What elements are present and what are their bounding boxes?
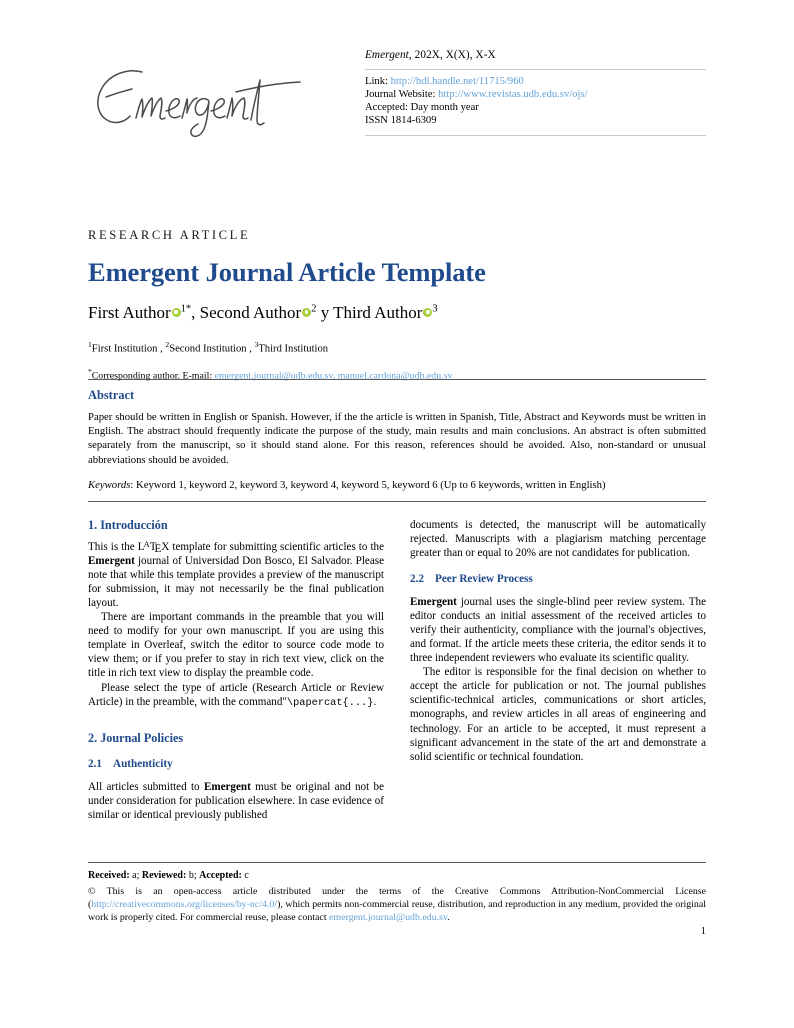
header-rule-bottom xyxy=(365,135,706,136)
received-value: a; xyxy=(129,870,142,881)
author-conjunction: y xyxy=(316,302,334,322)
license-statement xyxy=(88,886,706,924)
section-heading-1: 1. Introducción xyxy=(88,518,168,532)
author-name-2: Second Author xyxy=(199,302,302,322)
latex-e: E xyxy=(154,542,162,555)
abstract-heading: Abstract xyxy=(88,388,135,402)
affil-sup-1: 1 xyxy=(88,340,92,350)
license-text-c: . xyxy=(447,911,450,923)
corresp-label: Corresponding author. E-mail: xyxy=(91,370,213,382)
section-1-p3-period: . xyxy=(373,695,377,708)
license-text-b: ), which permits non-commercial reuse, distribution, and reproduction in any medium, provided the original work is properly cited. For commercial reuse, please contact xyxy=(88,898,706,923)
section-1-paragraph-2: There are important commands in the preamble that you will need to modify for your own manuscript. If you are using this template in Overleaf, switch the editor to source code mode to view them; or if you prefer to stay in rich text view, click on the title in rich text view to display the preamble code. xyxy=(88,611,384,680)
contact-email-link[interactable]: emergent.journal@udb.edu.sv xyxy=(329,911,448,923)
latex-prefix: This is the L xyxy=(88,540,145,553)
affil-text-2: Second Institution , xyxy=(169,343,252,355)
keywords-label: Keywords xyxy=(88,478,131,491)
keywords-line xyxy=(88,478,706,492)
right-column xyxy=(410,518,706,764)
journal-citation-line xyxy=(365,48,706,62)
accepted-label: Accepted: xyxy=(199,870,242,881)
section-1-p3-text: Please select the type of article (Research Article or Review Article) in the preamble, with the command" xyxy=(88,681,384,708)
section-heading-2: 2. Journal Policies xyxy=(88,730,184,745)
subsection-heading-2-1 xyxy=(88,758,384,771)
author-sup-3: 3 xyxy=(432,303,438,315)
section-1-paragraph-3 xyxy=(88,681,384,710)
author-name-1: First Author xyxy=(88,302,171,322)
sec21-p1-end: must be original and not be under consideration for publication elsewhere. In case evidence of similar or identical previously published xyxy=(88,780,384,822)
reviewed-value: b; xyxy=(186,870,200,881)
page-title: Emergent Journal Article Template xyxy=(88,257,486,287)
reviewed-label: Reviewed: xyxy=(141,870,187,881)
abstract-rule-bottom xyxy=(88,501,706,502)
journal-citation-rest: , 202X, X(X), X-X xyxy=(408,49,496,61)
abstract-section xyxy=(88,379,706,502)
section-2-2-paragraph-2: The editor is responsible for the final decision on whether to accept the article for publication or not. The journal publishes scientific-technical articles, communications or short articles, monographs, and review articles in all areas of engineering and technology. For an article to be accepted, it must represent a significant advancement in the state of the art and demonstrate a solid scientific or technical foundation. xyxy=(410,666,706,763)
subsection-number-2-1: 2.1 xyxy=(88,758,102,771)
section-1-paragraph-1 xyxy=(88,540,384,610)
publication-dates-line xyxy=(88,869,706,882)
orcid-icon-1[interactable] xyxy=(172,308,181,317)
handle-link-label: Link: xyxy=(365,76,388,87)
article-type-kicker: RESEARCH ARTICLE xyxy=(88,228,251,242)
emergent-script-logo-icon xyxy=(88,50,338,142)
author-separator-1: , xyxy=(191,302,200,322)
issn-line: ISSN 1814-6309 xyxy=(365,114,437,126)
emergent-bold-3: Emergent xyxy=(410,595,457,608)
sec21-p1-start: All articles submitted to xyxy=(88,780,204,793)
affil-text-1: First Institution , xyxy=(91,343,163,355)
section-2-1-paragraph-continued: documents is detected, the manuscript will be automatically rejected. Manuscripts with a plagiarism matching percentage greater than or equal to 20% are not candidates for publication. xyxy=(410,519,706,560)
emergent-bold-2: Emergent xyxy=(203,780,251,793)
corresp-marker: * xyxy=(88,366,92,376)
header-right-block xyxy=(365,48,706,136)
handle-link[interactable]: http://hdl.handle.net/11715/960 xyxy=(390,76,524,87)
affil-sup-2: 2 xyxy=(165,340,170,350)
website-label: Journal Website: xyxy=(365,88,436,100)
creative-commons-link[interactable]: http://creativecommons.org/licenses/by-nc/4.0/ xyxy=(91,898,278,910)
latex-a: A xyxy=(143,538,150,549)
affil-sup-3: 3 xyxy=(254,340,259,350)
section-2-1-paragraph-1 xyxy=(88,780,384,822)
keywords-value: : Keyword 1, keyword 2, keyword 3, keyword 4, keyword 5, keyword 6 (Up to 6 keywords, written in English) xyxy=(130,478,606,491)
section-1-p1-rest: journal of Universidad Don Bosco, El Salvador. Please note that while this template provides a preview of the manuscript for submission, it may not necessarily be the final publication layout. xyxy=(88,554,384,610)
page-header xyxy=(88,48,706,158)
header-rule-top xyxy=(365,69,706,70)
body-columns xyxy=(88,518,706,848)
left-column xyxy=(88,518,384,822)
header-meta-lines xyxy=(365,76,706,128)
title-block xyxy=(88,228,706,383)
footer-rule xyxy=(88,862,706,863)
latex-t: T xyxy=(149,540,157,553)
author-sup-2: 2 xyxy=(311,303,317,315)
sec22-p1-text: journal uses the single-blind peer review system. The editor conducts an initial assessment of the received articles to verify their authenticity, compliance with the journal's objectives, and format. If the article meets these criteria, the editor sends it to three independent reviewers who evaluate its scientific quality. xyxy=(410,595,706,665)
author-list xyxy=(88,303,706,323)
subsection-title-2-1: Authenticity xyxy=(113,758,173,771)
orcid-icon-2[interactable] xyxy=(302,308,311,317)
accepted-date-line: Accepted: Day month year xyxy=(365,101,479,113)
page-number: 1 xyxy=(700,926,706,937)
orcid-icon-3[interactable] xyxy=(423,308,432,317)
affiliations-line xyxy=(88,340,706,357)
license-text-a: This is an open-access article distributed under the terms of the Creative Commons Attribution-NonCommercial License ( xyxy=(88,886,706,910)
author-name-3: Third Author xyxy=(333,302,423,322)
journal-logo xyxy=(88,50,338,142)
accepted-value: c xyxy=(241,870,249,881)
affil-text-3: Third Institution xyxy=(258,343,329,355)
page-footer xyxy=(88,862,706,937)
subsection-heading-2-2 xyxy=(410,573,706,586)
received-label: Received: xyxy=(88,870,130,881)
section-2-2-paragraph-1 xyxy=(410,595,706,665)
subsection-number-2-2: 2.2 xyxy=(410,573,424,586)
handle-link-row xyxy=(365,76,706,89)
emergent-bold-1: Emergent xyxy=(88,554,135,567)
corresponding-emails-link[interactable]: emergent.journal@udb.edu.sv, manuel.cardona@udb.edu.sv xyxy=(214,370,453,382)
author-sup-1: 1* xyxy=(180,303,192,315)
papercat-command-code: \papercat{...} xyxy=(286,696,374,709)
abstract-rule-top xyxy=(88,379,706,380)
subsection-title-2-2: Peer Review Process xyxy=(435,573,533,586)
journal-name: Emergent xyxy=(365,49,409,61)
website-link[interactable]: http://www.revistas.udb.edu.sv/ojs/ xyxy=(438,88,588,100)
latex-suffix: X template for submitting scientific articles to the xyxy=(161,540,385,553)
abstract-text: Paper should be written in English or Spanish. However, if the the article is written in Spanish, Title, Abstract and Keywords must be written in English. The abstract should frequently indicate the purpose of the study, main results and main conclusions. An abstract is often submitted separately from the manuscript, so it should stand alone. For this reason, references should be avoided. Also, non-standard or unusual abbreviations should be avoided. xyxy=(88,411,706,466)
copyright-icon: © xyxy=(88,886,96,897)
website-link-row xyxy=(365,89,706,102)
